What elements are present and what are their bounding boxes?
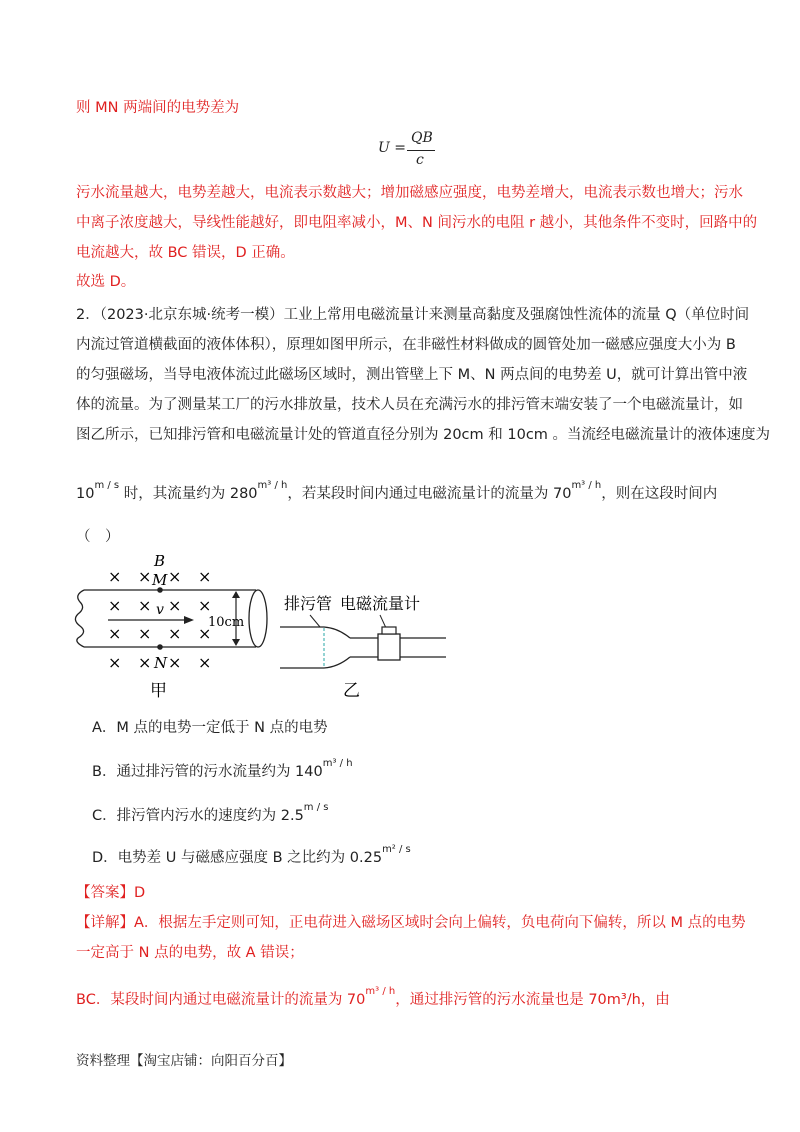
label-pipe: 排污管 xyxy=(284,594,333,613)
text-segment: 时，其流量约为 280 xyxy=(119,486,258,502)
option-c-unit: m / s xyxy=(303,802,329,813)
magnetic-field-cross: × xyxy=(108,596,122,615)
detail-line: 一定高于 N 点的电势，故 A 错误； xyxy=(76,945,304,961)
magnetic-field-cross: × xyxy=(198,653,212,672)
magnetic-field-cross: × xyxy=(168,624,182,643)
magnetic-field-cross: × xyxy=(168,567,182,586)
pipe-end xyxy=(249,590,267,647)
option-d xyxy=(92,844,411,870)
magnetic-field-cross: × xyxy=(138,567,152,586)
caption-jia: 甲 xyxy=(150,681,167,701)
figure-yi xyxy=(280,594,446,701)
solution-choice: 故选 D。 xyxy=(76,274,136,290)
magnetic-field-cross: × xyxy=(108,653,122,672)
magnetic-field-cross: × xyxy=(108,624,122,643)
option-a: A．M 点的电势一定低于 N 点的电势 xyxy=(92,720,328,736)
answer-label: 【答案】D xyxy=(76,885,146,901)
magnetic-field-cross: × xyxy=(198,567,212,586)
label-n: N xyxy=(154,654,168,672)
magnetic-field-cross: × xyxy=(168,596,182,615)
magnetic-field-cross: × xyxy=(138,596,152,615)
figure-diagram xyxy=(70,550,510,705)
leader-line-meter xyxy=(380,615,386,628)
detail-line: 【详解】A．根据左手定则可知，正电荷进入磁场区域时会向上偏转，负电荷向下偏转，所以 M 点的电势 xyxy=(76,915,746,931)
label-m: M xyxy=(152,571,168,589)
option-d-unit: m² / s xyxy=(382,844,411,855)
formula-lhs: U = xyxy=(378,140,406,156)
taper-top xyxy=(324,627,350,638)
solution-paragraph-line: 中离子浓度越大，导线性能越好，即电阻率减小，M、N 间污水的电阻 r 越小，其他条件不变时，回路中的 xyxy=(76,215,758,231)
value-10: 10 xyxy=(76,486,95,502)
label-v: v xyxy=(156,602,164,618)
question-line: 2．（2023·北京东城·统考一模）工业上常用电磁流量计来测量高黏度及强腐蚀性流体的流量 Q（单位时间 xyxy=(76,307,750,323)
solution-paragraph-line: 污水流量越大，电势差越大，电流表示数越大；增加磁感应强度，电势差增大，电流表示数也增大；污水 xyxy=(76,185,743,201)
taper-bottom xyxy=(324,657,350,668)
magnetic-field-cross: × xyxy=(108,567,122,586)
detail-text: BC．某段时间内通过电磁流量计的流量为 70 xyxy=(76,992,366,1008)
question-line-units xyxy=(76,480,718,506)
question-line: 体的流量。为了测量某工厂的污水排放量，技术人员在充满污水的排污管末端安装了一个电磁流量计，如 xyxy=(76,397,743,413)
caption-yi: 乙 xyxy=(343,681,360,701)
figure-jia xyxy=(75,552,267,701)
formula-denominator: c xyxy=(416,152,424,168)
arrow-head xyxy=(184,616,194,624)
magnetic-field-cross: × xyxy=(198,624,212,643)
label-10cm: 10cm xyxy=(208,615,245,630)
unit-m3h: m³ / h xyxy=(257,480,288,491)
text-segment: ，若某段时间内通过电磁流量计的流量为 70 xyxy=(287,486,572,502)
solution-line: 则 MN 两端间的电势差为 xyxy=(76,100,240,116)
detail-line-units xyxy=(76,986,670,1012)
option-c xyxy=(92,802,329,828)
text-segment: ，则在这段时间内 xyxy=(601,486,718,502)
leader-line-pipe xyxy=(310,615,320,627)
question-line: 图乙所示，已知排污管和电磁流量计处的管道直径分别为 20cm 和 10cm 。当流经电磁流量计的液体速度为 xyxy=(76,427,771,443)
pipe-break-left xyxy=(75,590,84,647)
magnetic-field-cross: × xyxy=(138,624,152,643)
formula-numerator: QB xyxy=(411,130,433,146)
unit-ms: m / s xyxy=(94,480,120,491)
label-b: B xyxy=(154,552,166,570)
label-meter: 电磁流量计 xyxy=(340,594,421,613)
question-line: 内流过管道横截面的液体体积），原理如图甲所示，在非磁性材料做成的圆管处加一磁感应强度大小为 B xyxy=(76,337,736,353)
answer-parentheses: （ ） xyxy=(76,529,120,545)
option-b-text: B．通过排污管的污水流量约为 140 xyxy=(92,764,323,780)
dimension-arrow-top xyxy=(232,591,240,598)
magnetic-field-cross: × xyxy=(198,596,212,615)
option-d-text: D．电势差 U 与磁感应强度 B 之比约为 0.25 xyxy=(92,850,383,866)
option-c-text: C．排污管内污水的速度约为 2.5 xyxy=(92,808,304,824)
footer-source: 资料整理【淘宝店铺：向阳百分百】 xyxy=(76,1053,292,1069)
option-b xyxy=(92,758,353,784)
fraction-bar xyxy=(407,150,435,151)
solution-paragraph-line: 电流越大，故 BC 错误，D 正确。 xyxy=(76,245,295,261)
flowmeter-body xyxy=(378,634,400,660)
formula xyxy=(378,130,458,172)
question-line: 的匀强磁场，当导电液体流过此磁场区域时，测出管壁上下 M、N 两点间的电势差 U，就可计算出管中液 xyxy=(76,367,748,383)
unit-m3h: m³ / h xyxy=(571,480,602,491)
magnetic-field-cross: × xyxy=(168,653,182,672)
magnetic-field-cross: × xyxy=(138,653,152,672)
option-b-unit: m³ / h xyxy=(322,758,353,769)
flowmeter-head xyxy=(382,627,396,634)
electrode-n xyxy=(157,644,163,650)
detail-text: ，通过排污管的污水流量也是 70m³/h，由 xyxy=(395,992,670,1008)
dimension-arrow-bottom xyxy=(232,639,240,646)
detail-unit: m³ / h xyxy=(365,986,396,997)
